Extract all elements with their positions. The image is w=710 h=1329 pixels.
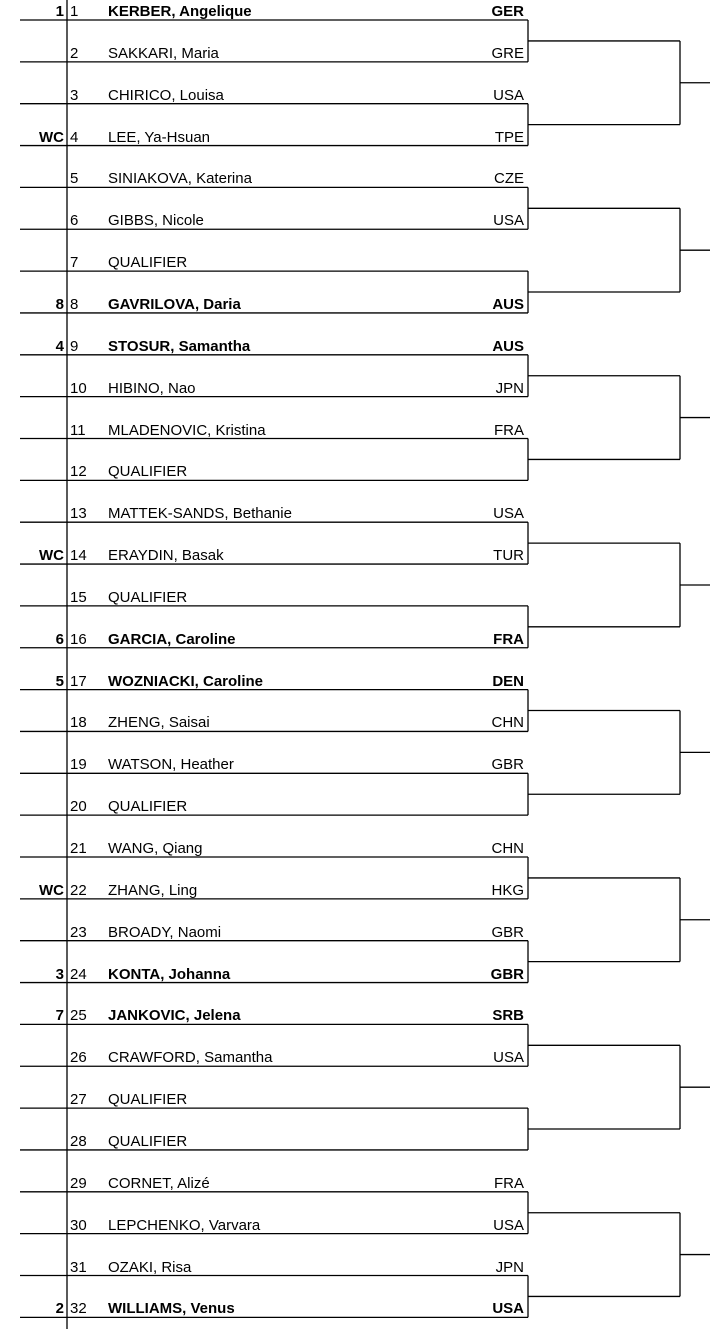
player-nationality: USA	[493, 1216, 524, 1234]
player-nationality: GER	[491, 3, 524, 20]
player-nationality: GRE	[491, 44, 524, 62]
player-nationality: CHN	[491, 840, 524, 857]
seed-label: 8	[55, 295, 64, 313]
player-nationality: USA	[493, 505, 524, 523]
draw-position: 4	[70, 128, 79, 146]
player-name: LEE, Ya-Hsuan	[108, 128, 211, 146]
player-name: STOSUR, Samantha	[108, 337, 251, 355]
player-nationality: USA	[492, 1300, 524, 1318]
player-name: ZHENG, Saisai	[108, 714, 210, 732]
player-name: QUALIFIER	[108, 254, 188, 272]
draw-position: 26	[70, 1049, 87, 1067]
draw-position: 18	[70, 714, 87, 732]
seed-label: WC	[39, 547, 64, 565]
draw-position: 20	[70, 798, 87, 816]
player-name: GARCIA, Caroline	[108, 630, 236, 648]
player-nationality: HKG	[491, 881, 524, 899]
player-nationality: FRA	[494, 1174, 524, 1192]
player-name: CORNET, Alizé	[108, 1174, 210, 1192]
player-name: CHIRICO, Louisa	[108, 86, 224, 104]
player-name: MATTEK-SANDS, Bethanie	[108, 505, 292, 523]
player-nationality: USA	[493, 212, 524, 230]
draw-position: 29	[70, 1174, 87, 1192]
player-nationality: AUS	[492, 295, 524, 313]
seed-label: 4	[55, 337, 64, 355]
draw-position: 19	[70, 756, 87, 774]
player-nationality: TPE	[494, 128, 524, 146]
draw-position: 23	[70, 923, 87, 941]
draw-position: 3	[70, 86, 79, 104]
player-nationality: GBR	[490, 965, 524, 983]
player-name: QUALIFIER	[108, 588, 188, 606]
player-name: QUALIFIER	[108, 1091, 188, 1109]
player-nationality: DEN	[492, 672, 524, 690]
player-name: WOZNIACKI, Caroline	[108, 672, 264, 690]
player-name: QUALIFIER	[108, 463, 188, 481]
player-name: WANG, Qiang	[108, 840, 203, 857]
draw-position: 21	[70, 840, 87, 857]
seed-label: 1	[55, 3, 64, 20]
player-name: ERAYDIN, Basak	[108, 547, 224, 565]
draw-position: 8	[70, 295, 79, 313]
player-nationality: TUR	[493, 547, 524, 565]
draw-position: 25	[70, 1007, 87, 1025]
draw-position: 28	[70, 1132, 87, 1150]
player-nationality: JPN	[495, 1258, 524, 1276]
player-nationality: FRA	[494, 421, 524, 439]
draw-position: 16	[70, 630, 87, 648]
player-name: KERBER, Angelique	[108, 3, 252, 20]
draw-position: 1	[70, 3, 79, 20]
seed-label: WC	[39, 881, 64, 899]
player-name: SAKKARI, Maria	[108, 44, 219, 62]
player-nationality: SRB	[492, 1007, 524, 1025]
draw-position: 10	[70, 379, 87, 397]
player-nationality: AUS	[492, 337, 524, 355]
player-name: KONTA, Johanna	[108, 965, 231, 983]
draw-position: 17	[70, 672, 87, 690]
player-nationality: USA	[493, 1049, 524, 1067]
seed-label: 7	[55, 1007, 64, 1025]
draw-position: 15	[70, 588, 87, 606]
player-name: GIBBS, Nicole	[108, 212, 204, 230]
player-nationality: CZE	[494, 170, 524, 188]
draw-position: 5	[70, 170, 79, 188]
seed-label: 3	[55, 965, 64, 983]
draw-position: 9	[70, 337, 79, 355]
player-name: HIBINO, Nao	[108, 379, 196, 397]
player-name: BROADY, Naomi	[108, 923, 222, 941]
draw-position: 30	[70, 1216, 87, 1234]
player-name: ZHANG, Ling	[108, 881, 198, 899]
player-name: MLADENOVIC, Kristina	[108, 421, 266, 439]
draw-position: 24	[70, 965, 87, 983]
player-name: WATSON, Heather	[108, 756, 234, 774]
draw-position: 22	[70, 881, 87, 899]
player-name: JANKOVIC, Jelena	[108, 1007, 241, 1025]
player-nationality: GBR	[491, 756, 524, 774]
seed-label: WC	[39, 128, 64, 146]
player-name: OZAKI, Risa	[108, 1258, 192, 1276]
player-name: QUALIFIER	[108, 1132, 188, 1150]
player-name: SINIAKOVA, Katerina	[108, 170, 252, 188]
player-nationality: USA	[493, 86, 524, 104]
draw-position: 11	[70, 421, 86, 439]
draw-position: 31	[70, 1258, 87, 1276]
seed-label: 2	[55, 1300, 64, 1318]
player-name: LEPCHENKO, Varvara	[108, 1216, 261, 1234]
player-nationality: FRA	[493, 630, 524, 648]
draw-position: 12	[70, 463, 87, 481]
draw-position: 2	[70, 44, 79, 62]
player-name: QUALIFIER	[108, 798, 188, 816]
seed-label: 6	[55, 630, 64, 648]
player-nationality: GBR	[491, 923, 524, 941]
draw-position: 27	[70, 1091, 87, 1109]
player-name: CRAWFORD, Samantha	[108, 1049, 273, 1067]
player-nationality: JPN	[495, 379, 524, 397]
draw-position: 6	[70, 212, 79, 230]
draw-position: 14	[70, 547, 87, 565]
draw-position: 7	[70, 254, 79, 272]
seed-label: 5	[55, 672, 64, 690]
player-nationality: CHN	[491, 714, 524, 732]
draw-position: 32	[70, 1300, 87, 1318]
player-name: WILLIAMS, Venus	[108, 1300, 235, 1318]
player-name: GAVRILOVA, Daria	[108, 295, 241, 313]
draw-position: 13	[70, 505, 87, 523]
